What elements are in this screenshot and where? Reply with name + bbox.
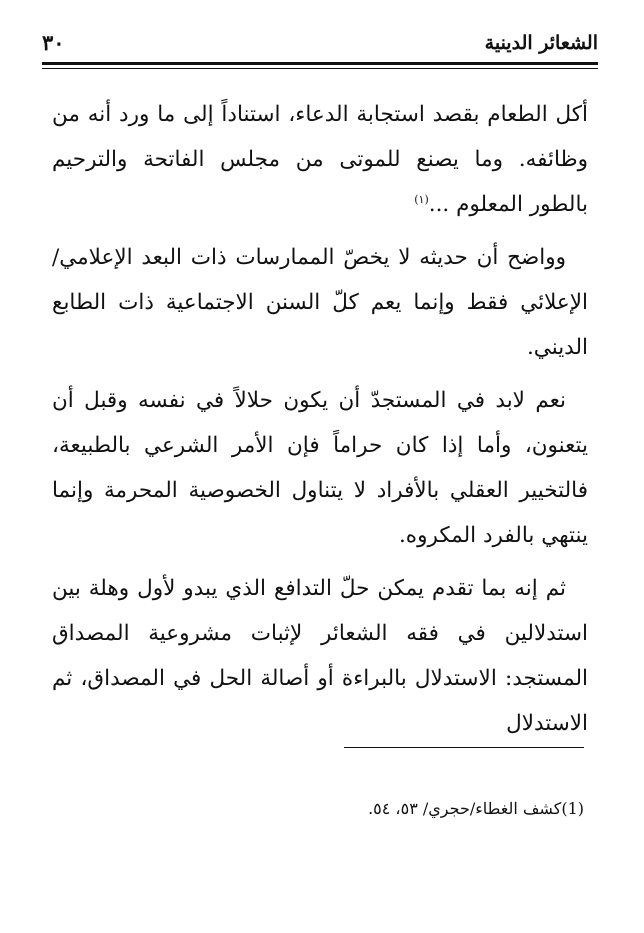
header-rule-thin	[42, 68, 598, 69]
header-rule-thick	[42, 62, 598, 65]
paragraph-3: نعم لابد في المستجدّ أن يكون حلالاً في نفسه وقبل أن يتعنون، وأما إذا كان حراماً فإن الأمر الشرعي بالطبيعة، فالتخيير العقلي بالأفراد لا يتناول الخصوصية المحرمة وإنما ينتهي بالفرد المكروه.	[52, 388, 588, 548]
footnote-separator	[344, 747, 584, 748]
running-title: الشعائر الدينية	[484, 32, 598, 54]
paragraph-2: وواضح أن حديثه لا يخصّ الممارسات ذات البعد الإعلامي/الإعلائي فقط وإنما يعم كلّ السنن الاجتماعية ذات الطابع الديني.	[52, 245, 588, 360]
footnote-1: (1)كشف الغطاء/حجري/ ٥٣، ٥٤.	[368, 799, 584, 818]
body-text	[52, 92, 588, 754]
paragraph-4: ثم إنه بما تقدم يمكن حلّ التدافع الذي يبدو لأول وهلة بين استدلالين في فقه الشعائر لإثبات مشروعية المصداق المستجد: الاستدلال بالبراءة أو أصالة الحل في المصداق، ثم الاستدلال	[52, 576, 588, 736]
footnote-marker: (١)	[414, 192, 429, 206]
page-header	[42, 30, 598, 60]
page-number: ٣٠	[42, 30, 65, 55]
paragraph-1	[52, 92, 588, 227]
paragraph-1-text: أكل الطعام بقصد استجابة الدعاء، استناداً إلى ما ورد أنه من وظائفه. وما يصنع للموتى من مجلس الفاتحة والترحيم بالطور المعلوم ...	[52, 102, 588, 217]
